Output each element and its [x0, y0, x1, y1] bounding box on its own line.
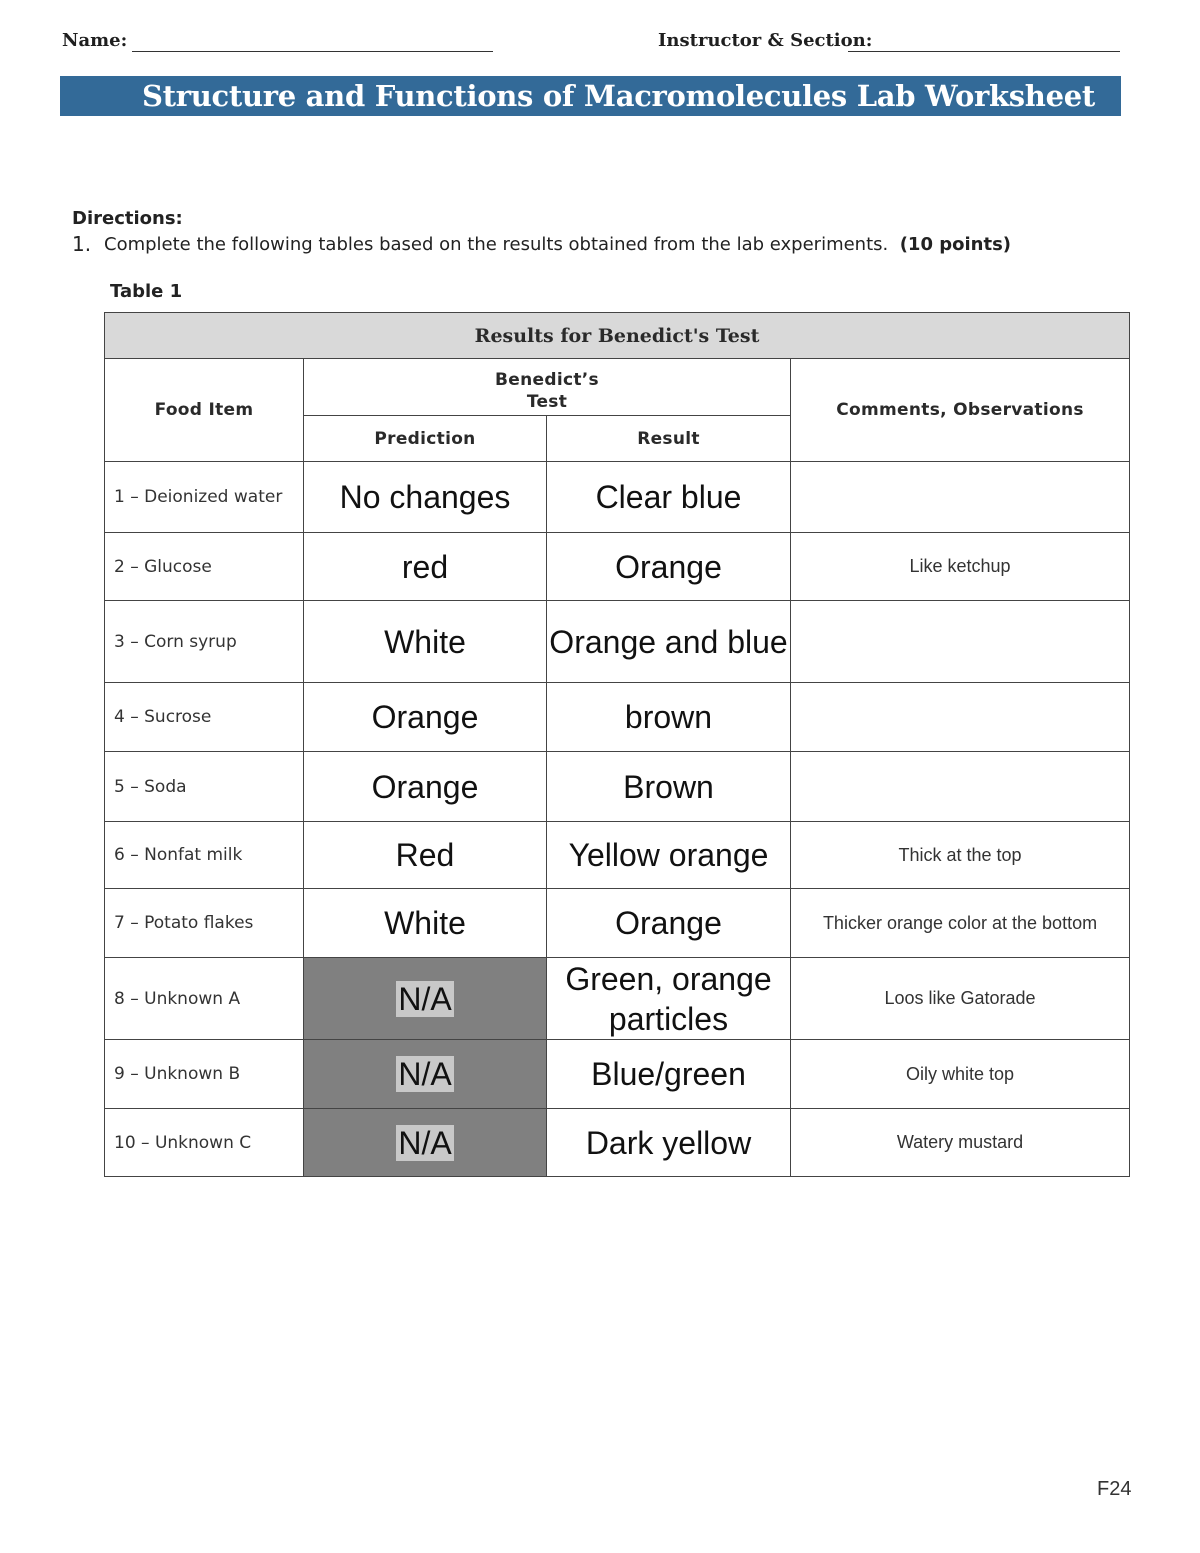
- table-row: [105, 1040, 1130, 1109]
- comment-cell[interactable]: Like ketchup: [791, 533, 1130, 601]
- table-row: [105, 462, 1130, 533]
- prediction-cell-na: [304, 958, 547, 1040]
- food-item-cell: 6 – Nonfat milk: [105, 822, 304, 889]
- prediction-cell[interactable]: White: [304, 889, 547, 958]
- comment-cell[interactable]: [791, 462, 1130, 533]
- result-cell[interactable]: Orange and blue: [547, 601, 791, 683]
- instructor-section-label: Instructor & Section:: [658, 30, 873, 51]
- column-header-prediction: Prediction: [304, 416, 547, 462]
- table-title: Results for Benedict's Test: [105, 313, 1130, 359]
- food-item-cell: 7 – Potato flakes: [105, 889, 304, 958]
- result-cell[interactable]: Brown: [547, 752, 791, 822]
- column-header-result: Result: [547, 416, 791, 462]
- food-item-cell: 4 – Sucrose: [105, 683, 304, 752]
- comment-cell[interactable]: Oily white top: [791, 1040, 1130, 1109]
- table-row: [105, 533, 1130, 601]
- comment-cell[interactable]: Watery mustard: [791, 1109, 1130, 1177]
- prediction-cell[interactable]: White: [304, 601, 547, 683]
- comment-cell[interactable]: [791, 752, 1130, 822]
- result-cell[interactable]: Clear blue: [547, 462, 791, 533]
- column-header-comments: Comments, Observations: [791, 359, 1130, 462]
- result-cell[interactable]: Blue/green: [547, 1040, 791, 1109]
- directions-item-text: Complete the following tables based on the results obtained from the lab experiments.: [104, 234, 889, 255]
- prediction-cell-na: [304, 1040, 547, 1109]
- food-item-cell: 3 – Corn syrup: [105, 601, 304, 683]
- result-cell[interactable]: Orange: [547, 533, 791, 601]
- table-row: [105, 1109, 1130, 1177]
- column-header-benedicts-test-line2: Test: [526, 392, 568, 412]
- na-label: N/A: [398, 980, 452, 1017]
- prediction-cell-na: [304, 1109, 547, 1177]
- prediction-cell[interactable]: No changes: [304, 462, 547, 533]
- comment-cell[interactable]: [791, 683, 1130, 752]
- prediction-cell[interactable]: Orange: [304, 752, 547, 822]
- prediction-cell[interactable]: red: [304, 533, 547, 601]
- column-header-benedicts-test: [304, 359, 791, 416]
- food-item-cell: 2 – Glucose: [105, 533, 304, 601]
- prediction-cell[interactable]: Red: [304, 822, 547, 889]
- prediction-cell[interactable]: Orange: [304, 683, 547, 752]
- result-cell[interactable]: brown: [547, 683, 791, 752]
- directions-item-number: 1.: [72, 232, 92, 256]
- comment-cell[interactable]: Thick at the top: [791, 822, 1130, 889]
- food-item-cell: 5 – Soda: [105, 752, 304, 822]
- name-label: Name:: [62, 30, 128, 51]
- result-cell[interactable]: Green, orange particles: [547, 958, 791, 1040]
- footer-code: F24: [1097, 1478, 1132, 1500]
- table-caption: Table 1: [110, 281, 183, 302]
- benedicts-results-table: [104, 312, 1130, 1177]
- table-row: [105, 601, 1130, 683]
- food-item-cell: 8 – Unknown A: [105, 958, 304, 1040]
- table-row: [105, 752, 1130, 822]
- table-row: [105, 822, 1130, 889]
- table-row: [105, 958, 1130, 1040]
- directions-item: [104, 234, 1011, 255]
- food-item-cell: 1 – Deionized water: [105, 462, 304, 533]
- comment-cell[interactable]: [791, 601, 1130, 683]
- food-item-cell: 9 – Unknown B: [105, 1040, 304, 1109]
- directions-label: Directions:: [72, 208, 183, 229]
- result-cell[interactable]: Dark yellow: [547, 1109, 791, 1177]
- column-header-benedicts-test-line1: Benedict’s: [495, 370, 599, 390]
- na-label: N/A: [398, 1124, 452, 1161]
- na-label: N/A: [398, 1056, 452, 1092]
- column-header-food-item: Food Item: [105, 359, 304, 462]
- page-title: Structure and Functions of Macromolecules Lab Worksheet: [142, 79, 1095, 113]
- food-item-cell: 10 – Unknown C: [105, 1109, 304, 1177]
- table-row: [105, 889, 1130, 958]
- comment-cell[interactable]: Thicker orange color at the bottom: [791, 889, 1130, 958]
- table-row: [105, 683, 1130, 752]
- instructor-section-field-line[interactable]: [848, 51, 1120, 52]
- result-cell[interactable]: Orange: [547, 889, 791, 958]
- name-field-line[interactable]: [132, 51, 493, 52]
- comment-cell[interactable]: Loos like Gatorade: [791, 958, 1130, 1040]
- directions-item-points: (10 points): [899, 234, 1012, 255]
- result-cell[interactable]: Yellow orange: [547, 822, 791, 889]
